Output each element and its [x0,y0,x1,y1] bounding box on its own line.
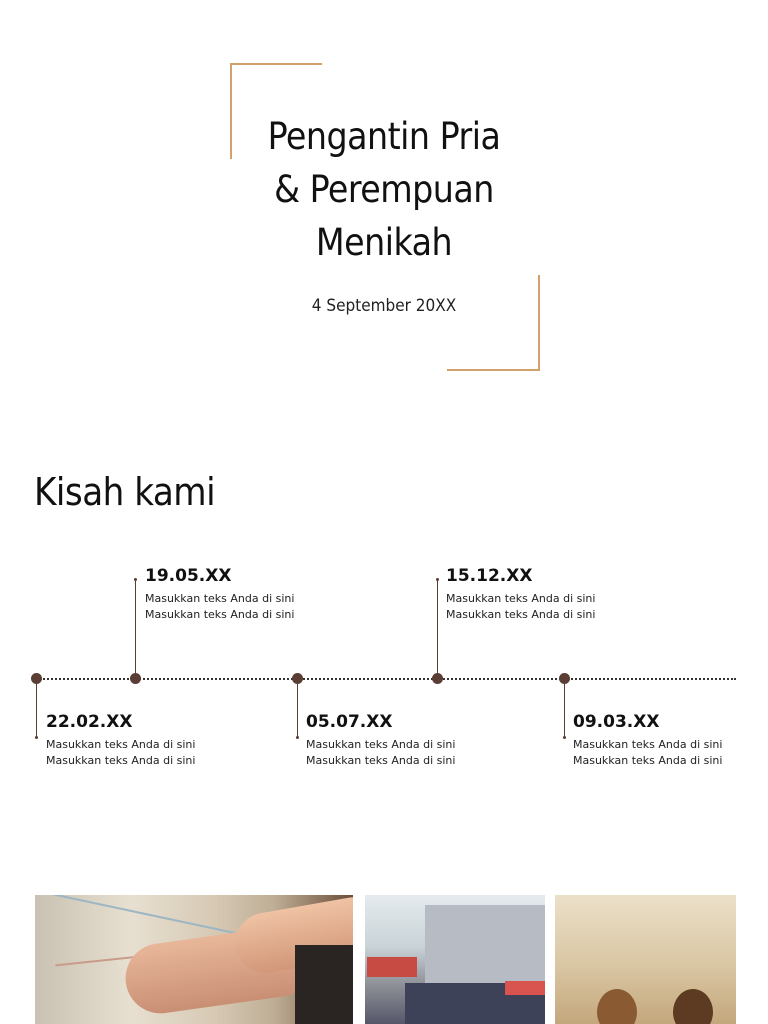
event-text-line: Masukkan teks Anda di sini [446,592,596,605]
person-head-shape [597,989,637,1024]
hero-title-line: & Perempuan [274,168,494,211]
timeline-dot [559,673,570,684]
timeline-dot [130,673,141,684]
timeline-stem [297,684,298,738]
couple-photo [555,895,736,1024]
timeline-stem [437,579,438,673]
sleeve-shape [295,945,353,1024]
event-date: 19.05.XX [145,566,232,586]
street-photo [365,895,545,1024]
event-text-line: Masukkan teks Anda di sini [46,754,196,767]
event-text-line: Masukkan teks Anda di sini [573,754,723,767]
event-text [46,737,195,769]
event-text-line: Masukkan teks Anda di sini [446,608,596,621]
event-text-line: Masukkan teks Anda di sini [306,738,456,751]
person-head-shape [673,989,713,1024]
event-text [446,591,595,623]
section-title-story: Kisah kami [34,470,216,514]
event-text [306,737,455,769]
hero-frame-bottom-right [447,275,540,371]
event-text-line: Masukkan teks Anda di sini [46,738,196,751]
timeline-line [36,678,736,680]
timeline-dot [292,673,303,684]
event-text [573,737,722,769]
timeline-stem [135,579,136,673]
event-date: 09.03.XX [573,712,660,732]
event-text-line: Masukkan teks Anda di sini [145,608,295,621]
sign-shape [367,957,417,977]
hero-title [234,110,534,269]
map-photo [35,895,353,1024]
event-date: 22.02.XX [46,712,133,732]
timeline-dot [31,673,42,684]
timeline-stem [36,684,37,738]
event-date: 15.12.XX [446,566,533,586]
hero-title-line: Menikah [315,221,453,264]
timeline-stem [564,684,565,738]
event-text-line: Masukkan teks Anda di sini [145,592,295,605]
timeline-dot [432,673,443,684]
event-date: 05.07.XX [306,712,393,732]
event-text [145,591,294,623]
event-text-line: Masukkan teks Anda di sini [573,738,723,751]
hero-title-line: Pengantin Pria [267,115,501,158]
bus-light-shape [505,981,545,995]
event-text-line: Masukkan teks Anda di sini [306,754,456,767]
wedding-date: 4 September 20XX [311,296,457,316]
